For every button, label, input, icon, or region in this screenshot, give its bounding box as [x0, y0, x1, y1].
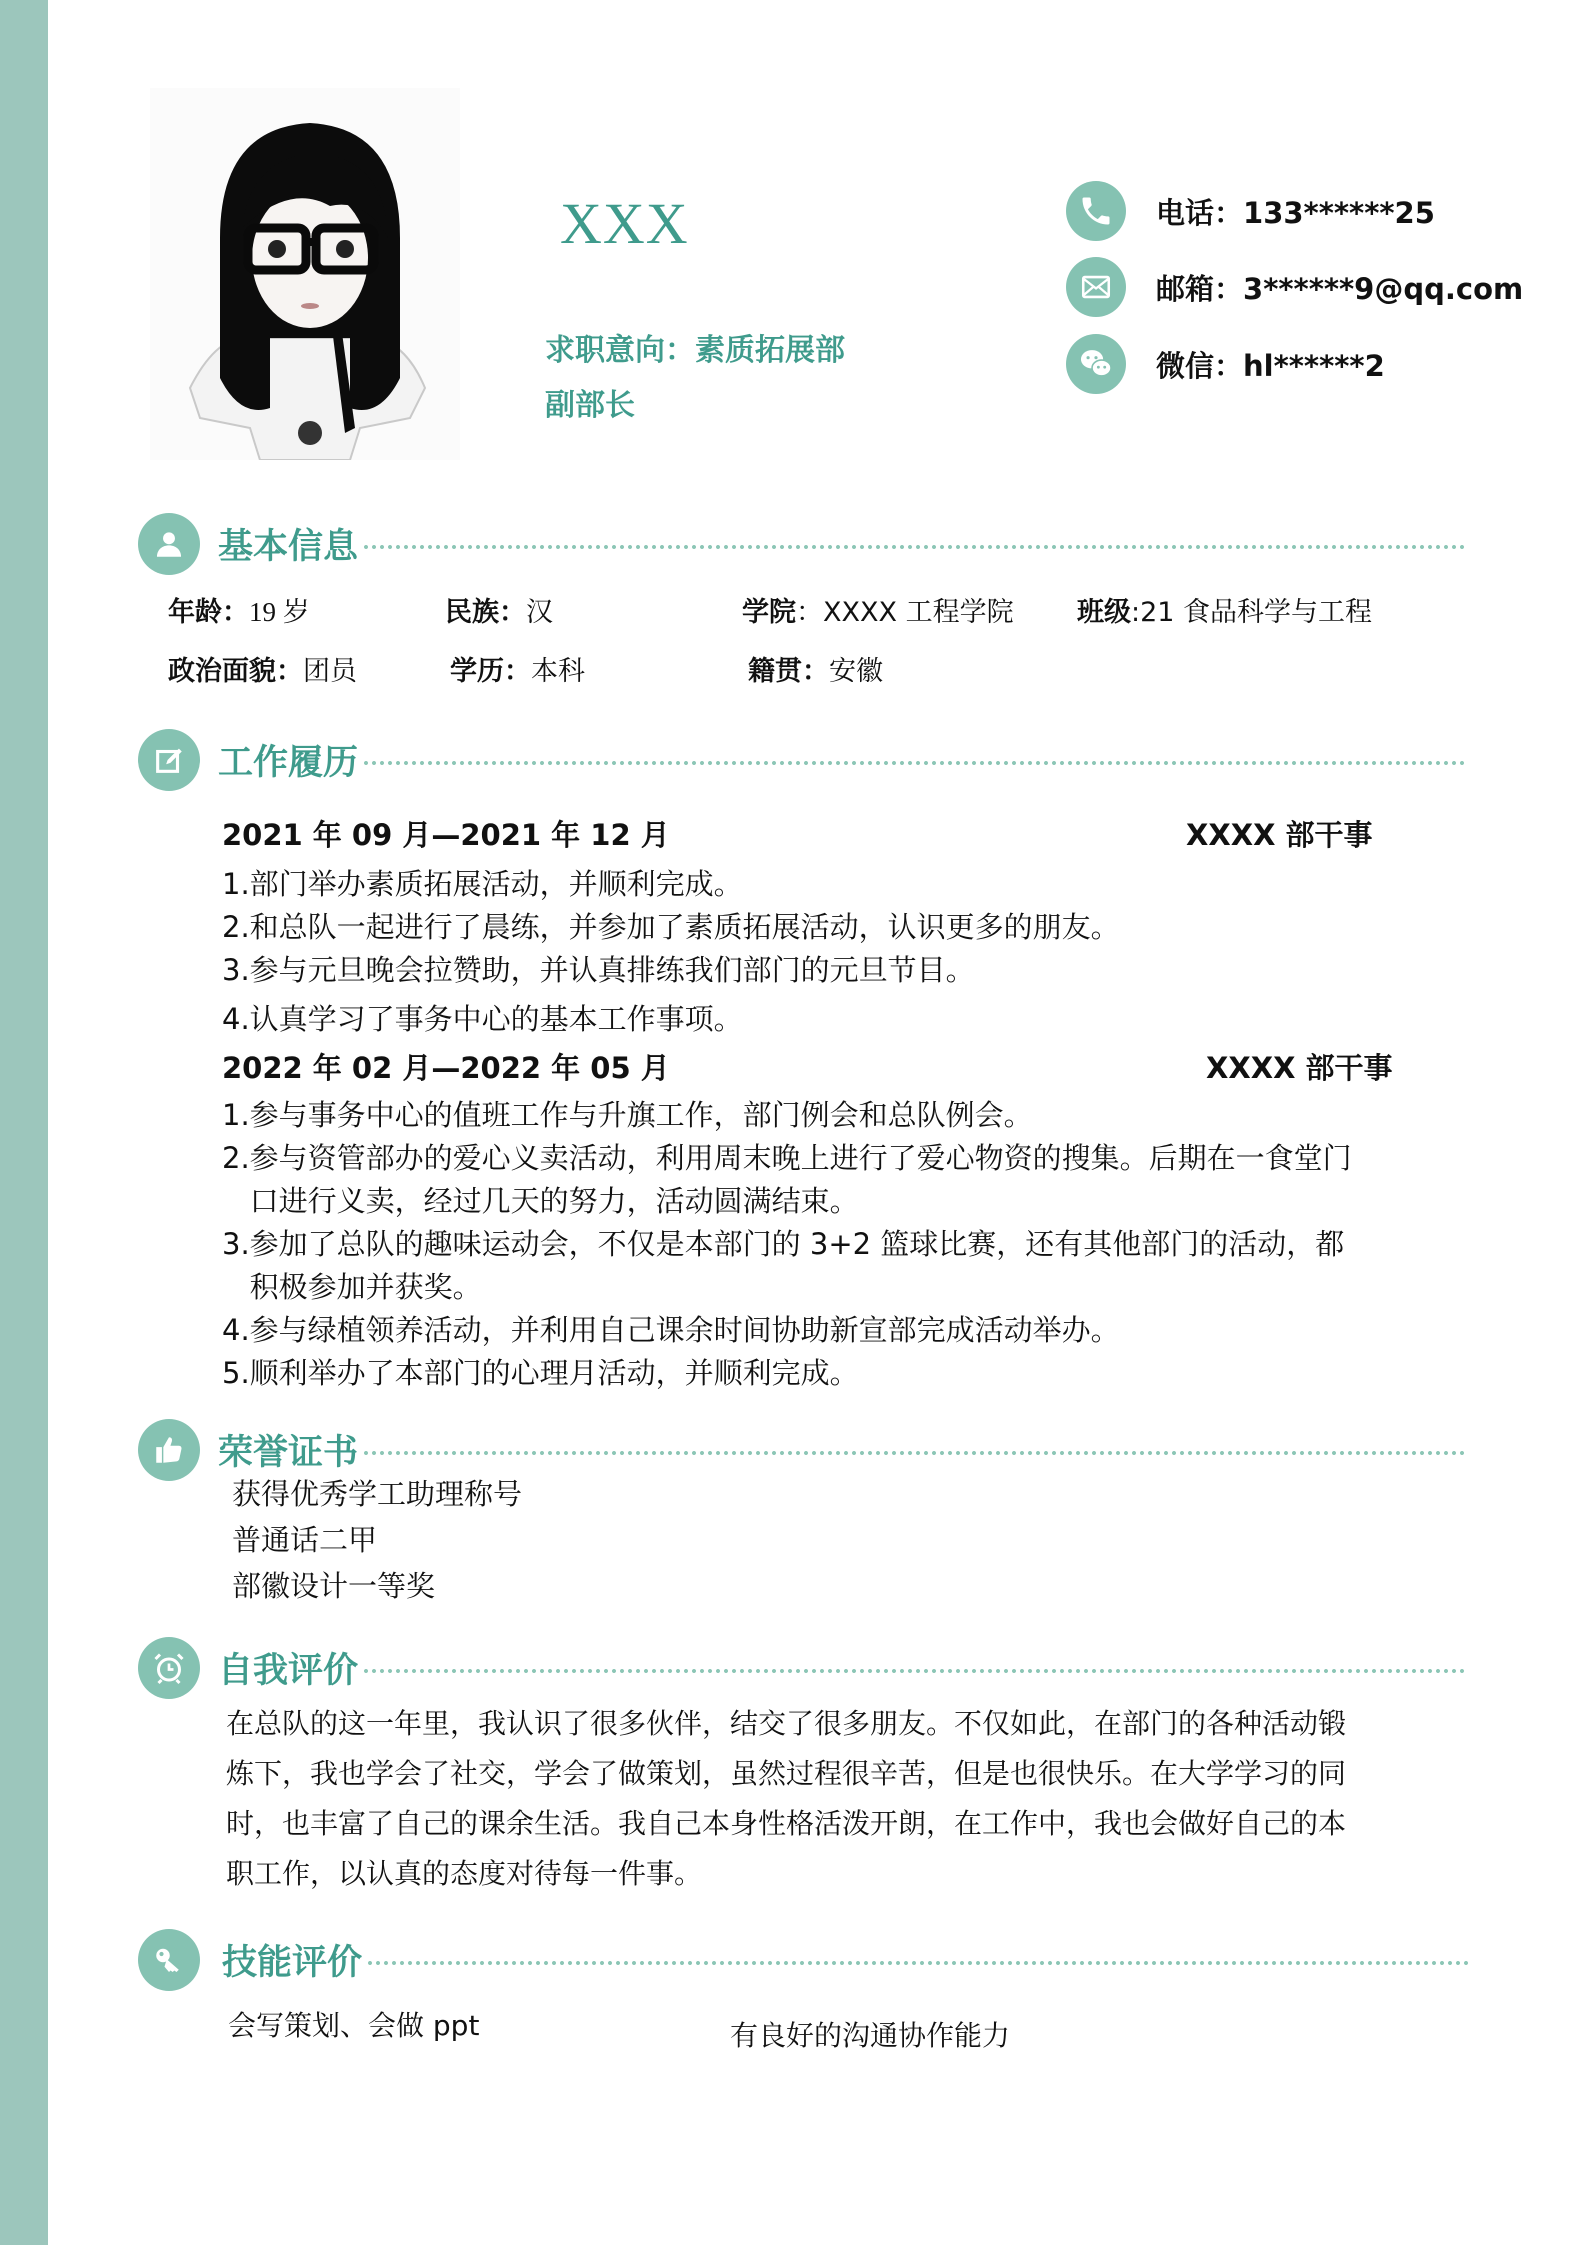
wechat-label: 微信：: [1156, 348, 1244, 383]
job-1-item: 3.参与元旦晚会拉赞助，并认真排练我们部门的元旦节目。: [222, 953, 975, 987]
phone-value[interactable]: 133******25: [1243, 195, 1435, 230]
section-title-basic-info: 基本信息: [218, 527, 359, 567]
job-2-item-cont: 积极参加并获奖。: [222, 1270, 482, 1304]
email-label: 邮箱：: [1156, 271, 1244, 306]
job-1-item: 4.认真学习了事务中心的基本工作事项。: [222, 1002, 743, 1036]
dotted-divider: [366, 1961, 1468, 1965]
job-2-item: 3.参加了总队的趣味运动会，不仅是本部门的 3+2 篮球比赛，还有其他部门的活动，都: [222, 1227, 1345, 1261]
section-title-honors: 荣誉证书: [218, 1433, 359, 1473]
alarm-clock-icon: [138, 1637, 200, 1699]
section-header-skills: [138, 1928, 1468, 1992]
job-1-role: XXXX 部干事: [1186, 818, 1373, 852]
honor-item: 部徽设计一等奖: [232, 1569, 436, 1603]
avatar-photo: [150, 88, 460, 460]
skill-item: 有良好的沟通协作能力: [730, 2019, 1011, 2052]
dotted-divider: [362, 545, 1468, 549]
candidate-name: XXX: [560, 191, 689, 256]
wechat-value[interactable]: hl******2: [1243, 348, 1385, 383]
honor-item: 普通话二甲: [232, 1523, 378, 1557]
section-header-basic-info: [138, 512, 1468, 576]
info-ethnicity: 民族：汉: [445, 597, 553, 628]
job-2-role: XXXX 部干事: [1206, 1051, 1393, 1085]
self-eval-line: 时，也丰富了自己的课余生活。我自己本身性格活泼开朗，在工作中，我也会做好自己的本: [226, 1807, 1347, 1840]
job-2-item: 2.参与资管部办的爱心义卖活动，利用周末晚上进行了爱心物资的搜集。后期在一食堂门: [222, 1141, 1352, 1175]
job-2-date: 2022 年 02 月—2022 年 05 月: [222, 1051, 670, 1085]
contact-wechat: [1066, 333, 1385, 395]
skill-item: 会写策划、会做 ppt: [228, 2009, 480, 2042]
left-accent-bar: [0, 0, 48, 2245]
info-political-status: 政治面貌：团员: [168, 656, 357, 687]
job-1-date: 2021 年 09 月—2021 年 12 月: [222, 818, 670, 852]
dotted-divider: [362, 761, 1468, 765]
info-education: 学历：本科: [450, 656, 585, 687]
job-intent-line2: 副部长: [545, 388, 635, 423]
section-title-skills: 技能评价: [222, 1943, 363, 1983]
self-eval-line: 炼下，我也学会了社交，学会了做策划，虽然过程很辛苦，但是也很快乐。在大学学习的同: [226, 1757, 1347, 1790]
job-2-item: 4.参与绿植领养活动，并利用自己课余时间协助新宣部完成活动举办。: [222, 1313, 1120, 1347]
dotted-divider: [362, 1669, 1468, 1673]
honor-item: 获得优秀学工助理称号: [232, 1477, 523, 1511]
job-2-item-cont: 口进行义卖，经过几天的努力，活动圆满结束。: [222, 1184, 859, 1218]
info-age: 年龄：19 岁: [168, 597, 310, 628]
phone-icon: [1066, 181, 1126, 241]
key-icon: [138, 1929, 200, 1991]
thumbs-up-icon: [138, 1419, 200, 1481]
phone-label: 电话：: [1156, 195, 1244, 230]
section-title-self-evaluation: 自我评价: [218, 1651, 359, 1691]
section-header-self-evaluation: [138, 1636, 1468, 1700]
job-1-item: 1.部门举办素质拓展活动，并顺利完成。: [222, 867, 743, 901]
job-intent-line1: 求职意向：素质拓展部: [545, 333, 845, 368]
section-header-work: [138, 728, 1468, 792]
job-1-item: 2.和总队一起进行了晨练，并参加了素质拓展活动，认识更多的朋友。: [222, 910, 1120, 944]
contact-phone: [1066, 180, 1435, 242]
info-college: 学院：XXXX 工程学院: [742, 597, 1014, 628]
mail-icon: [1066, 257, 1126, 317]
job-2-item: 5.顺利举办了本部门的心理月活动，并顺利完成。: [222, 1356, 859, 1390]
info-hometown: 籍贯：安徽: [748, 656, 883, 687]
info-class: 班级:21 食品科学与工程: [1077, 597, 1373, 628]
section-title-work: 工作履历: [218, 743, 359, 783]
contact-email: [1066, 256, 1523, 318]
avatar-illustration: [150, 88, 460, 460]
dotted-divider: [362, 1451, 1468, 1455]
user-icon: [138, 513, 200, 575]
job-2-item: 1.参与事务中心的值班工作与升旗工作，部门例会和总队例会。: [222, 1098, 1033, 1132]
wechat-icon: [1066, 334, 1126, 394]
email-value[interactable]: 3******9@qq.com: [1243, 271, 1524, 306]
edit-icon: [138, 729, 200, 791]
self-eval-line: 在总队的这一年里，我认识了很多伙伴，结交了很多朋友。不仅如此，在部门的各种活动锻: [226, 1707, 1347, 1740]
self-eval-line: 职工作，以认真的态度对待每一件事。: [226, 1857, 703, 1890]
